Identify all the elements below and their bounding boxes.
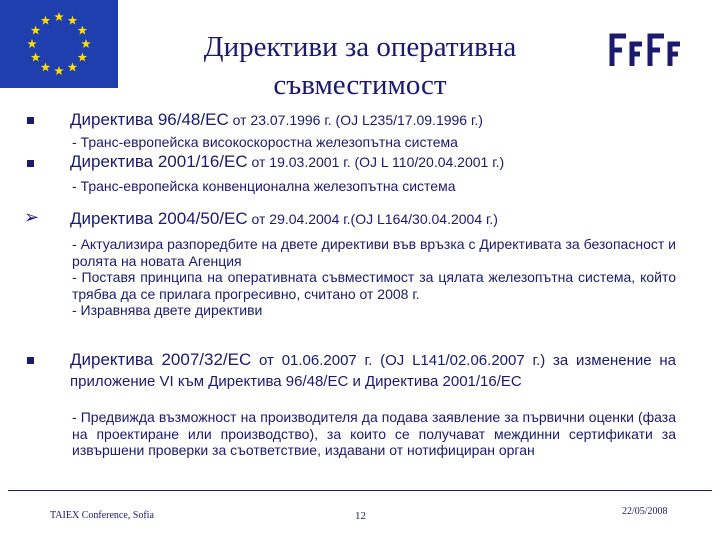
flag-star-icon	[31, 26, 41, 35]
flag-star-icon	[31, 53, 41, 62]
directive-date: от 19.03.2001 г. (OJ L 110/20.04.2001 г.)	[247, 154, 505, 170]
directive-title: Директива 2007/32/ЕС	[70, 350, 252, 369]
flag-star-icon	[41, 62, 51, 71]
directive-title: Директива 2001/16/ЕС	[70, 152, 248, 171]
flag-star-icon	[54, 66, 64, 75]
footer-date: 22/05/2008	[622, 506, 668, 517]
directive-date: от 23.07.1996 г. (OJ L235/17.09.1996 г.)	[228, 112, 483, 128]
directive-date: от 01.06.2007 г. (OJ L141/02.06.2007 г.) за изменение на приложение VI към Директива 96/48/ЕС и Директива 2001/16/ЕС	[70, 352, 676, 390]
flag-star-icon	[54, 12, 64, 21]
directive-description	[72, 236, 676, 319]
directive-item-2	[70, 152, 676, 172]
flag-star-icon	[68, 16, 78, 25]
arrow-bullet-icon: ➢	[24, 207, 40, 227]
square-bullet-icon	[27, 117, 34, 124]
footer-divider	[8, 490, 712, 491]
square-bullet-icon	[27, 160, 34, 167]
flag-star-icon	[78, 53, 88, 62]
title-line-1: Директиви за оперативна	[203, 31, 517, 63]
directive-description: - Предвижда възможност на производителя да подава заявление за първични оценки (фаза на проектиране или производство), за които се получават междинни сертификати за извършени проверки за съответствие, издавани от нотифициран орган	[72, 409, 676, 459]
flag-star-icon	[81, 39, 91, 48]
directive-description: - Транс-европейска конвенционална железопътна система	[72, 178, 456, 194]
title-line-2: съвместимост	[273, 69, 447, 101]
logo-icon	[606, 26, 686, 70]
directive-title: Директива 96/48/ЕС	[70, 110, 229, 129]
directive-item-3	[70, 209, 676, 229]
directive-description: - Транс-европейска високоскоростна железопътна система	[72, 134, 458, 150]
description-line: - Поставя принципа на оперативната съвместимост за цялата железопътна система, който трябва да се прилага прогресивно, считано от 2008 г.	[72, 269, 676, 302]
flag-star-icon	[41, 16, 51, 25]
footer-page-number: 12	[355, 510, 366, 522]
page-title	[150, 28, 570, 104]
directive-item-4	[70, 350, 676, 392]
flag-star-icon	[27, 39, 37, 48]
directive-title: Директива 2004/50/ЕС	[70, 209, 248, 228]
footer-conference: TAIEX Conference, Sofia	[50, 510, 154, 521]
description-line: - Изравнява двете директиви	[72, 302, 263, 319]
description-line: - Актуализира разпоредбите на двете директиви във връзка с Директивата за безопасност и ролята на новата Агенция	[72, 236, 676, 269]
square-bullet-icon	[27, 357, 34, 364]
directive-item-1	[70, 110, 676, 130]
flag-star-icon	[68, 62, 78, 71]
eu-flag-icon	[0, 0, 118, 88]
flag-star-icon	[78, 26, 88, 35]
directive-date: от 29.04.2004 г.(OJ L164/30.04.2004 г.)	[247, 211, 498, 227]
